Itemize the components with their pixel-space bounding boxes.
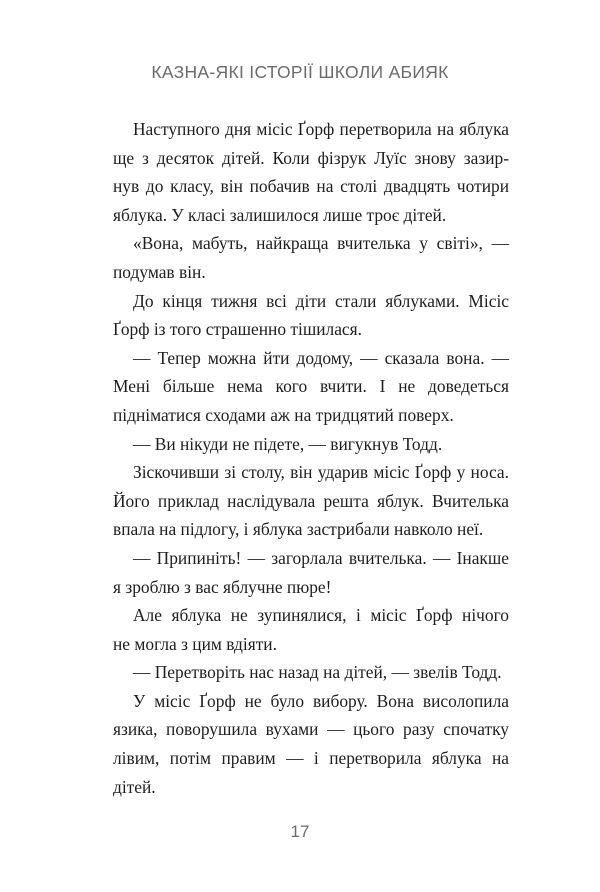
- text-line: дітей.: [113, 776, 156, 797]
- text-line: У місіс Ґорф не було вибору. Вона висолопила: [133, 690, 509, 711]
- paragraph: [113, 344, 509, 430]
- text-line: Зіскочивши зі столу, він ударив місіс Ґорф у носа.: [133, 462, 509, 483]
- paragraph: [113, 287, 509, 344]
- text-line: — Перетворіть нас назад на дітей, — звелів Тодд.: [133, 662, 502, 683]
- text-line: Але яблука не зупинялися, і місіс Ґорф нічого: [133, 605, 509, 626]
- text-line: Його приклад наслідувала решта яблук. Вчителька: [113, 490, 509, 511]
- text-line: ще з десяток дітей. Коли фізрук Луїс знову зазир-: [113, 147, 509, 168]
- text-line: Мені більше нема кого вчити. І не доведеться: [113, 376, 509, 397]
- paragraph: [113, 430, 509, 459]
- text-line: лівим, потім правим — і перетворила яблука на: [113, 748, 509, 769]
- text-line: — Ви нікуди не підете, — вигукнув Тодд.: [133, 433, 443, 454]
- text-line: яблука. У класі залишилося лише троє дітей.: [113, 204, 447, 225]
- text-line: підніматися сходами аж на тридцятий поверх.: [113, 404, 454, 425]
- text-line: подумав він.: [113, 261, 206, 282]
- paragraph: [113, 115, 509, 229]
- paragraph: [113, 687, 509, 801]
- paragraph: [113, 601, 509, 658]
- text-line: я зроблю з вас яблучне пюре!: [113, 576, 332, 597]
- text-line: впала на підлогу, і яблука застрибали навколо неї.: [113, 519, 484, 540]
- text-line: — Тепер можна йти додому, — сказала вона. —: [133, 347, 509, 368]
- text-line: язика, поворушила вухами — цього разу спочатку: [113, 719, 509, 740]
- paragraph: [113, 544, 509, 601]
- body-text: [113, 115, 509, 801]
- text-line: нув до класу, він побачив на столі двадцять чотири: [113, 176, 509, 197]
- paragraph: [113, 229, 509, 286]
- text-line: — Припиніть! — загорлала вчителька. — Інакше: [133, 547, 509, 568]
- text-line: «Вона, мабуть, найкраща вчителька у світі», —: [133, 233, 509, 254]
- paragraph: [113, 458, 509, 544]
- running-header: КАЗНА-ЯКІ ІСТОРІЇ ШКОЛИ АБИЯК: [151, 62, 449, 82]
- page-number: 17: [290, 822, 310, 841]
- text-line: Ґорф із того страшенно тішилася.: [113, 319, 362, 340]
- text-line: не могла з цим вдіяти.: [113, 633, 277, 654]
- text-line: Наступного дня місіс Ґорф перетворила на яблука: [133, 119, 509, 139]
- paragraph: [113, 658, 509, 687]
- text-line: До кінця тижня всі діти стали яблуками. Місіс: [133, 290, 509, 311]
